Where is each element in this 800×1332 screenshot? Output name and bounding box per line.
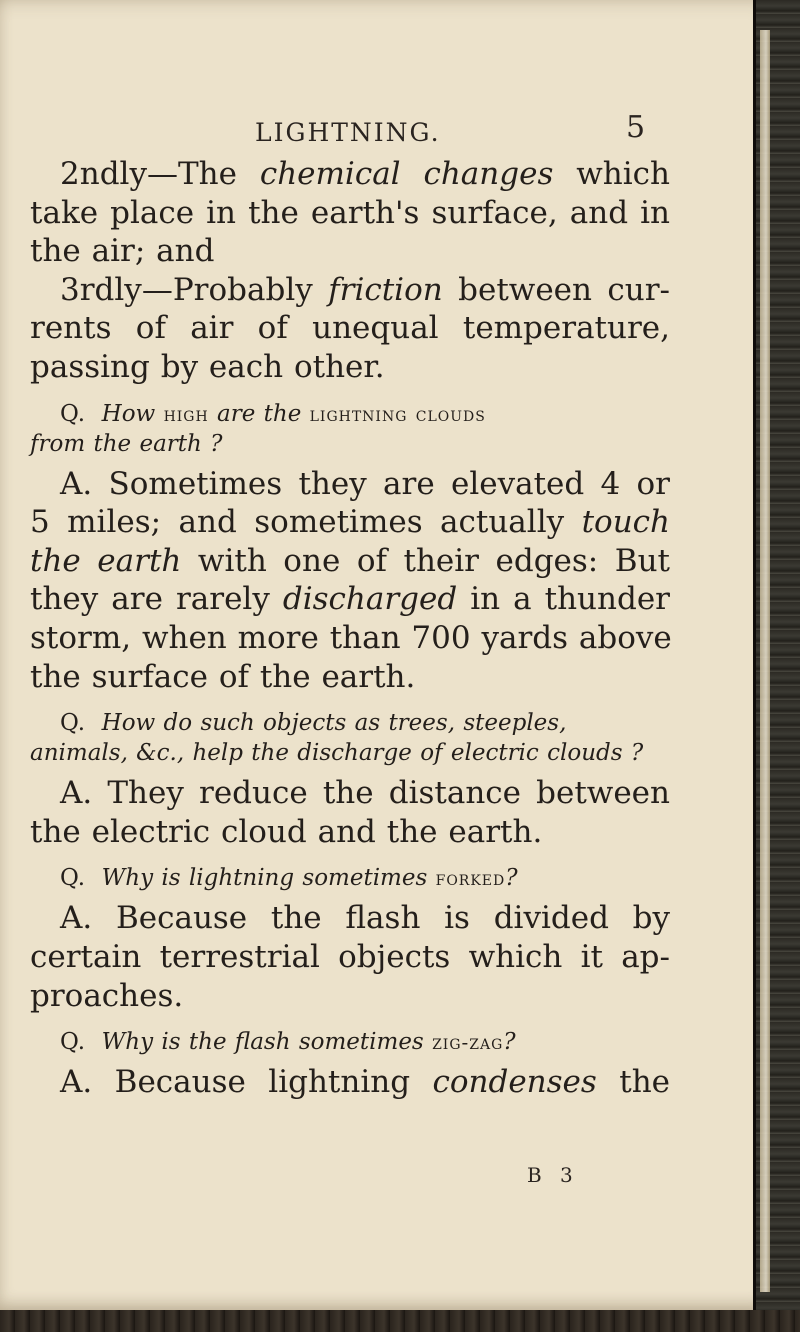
paragraph-line: 2ndly—The chemical changes which <box>60 156 670 192</box>
question-label: Q. <box>60 400 86 427</box>
answer-line: the surface of the earth. <box>30 658 416 695</box>
answer-line: A. They reduce the distance between <box>60 775 670 812</box>
signature-mark: B 3 <box>527 1163 579 1187</box>
page-edges <box>760 30 770 1292</box>
question-line: animals, &c., help the discharge of electric clouds ? <box>30 740 644 767</box>
paragraph-line: passing by each other. <box>30 348 385 385</box>
question-label: Q. <box>60 1029 86 1056</box>
answer-line: the earth with one of their edges: But <box>30 542 670 579</box>
question-label: Q. <box>60 865 86 892</box>
answer-line: A. Because lightning condenses the <box>60 1064 671 1101</box>
question-line: Q. How do such objects as trees, steeples, <box>60 710 567 737</box>
emphasis: friction <box>328 271 443 308</box>
book-bottom-edge <box>0 1310 800 1332</box>
question-line: Q. How high are the lightning clouds <box>60 400 486 427</box>
question-line: Q. Why is lightning sometimes forked? <box>60 865 518 892</box>
answer-line: proaches. <box>30 977 184 1014</box>
question-line: from the earth ? <box>30 430 223 457</box>
emphasis: chemical changes <box>259 156 554 192</box>
paragraph-line: the air; and <box>30 233 215 270</box>
question-line: Q. Why is the flash sometimes zig-zag? <box>60 1029 516 1056</box>
emphasis: discharged <box>282 581 458 618</box>
paragraph-line: rents of air of unequal temperature, <box>30 310 670 347</box>
book-binding <box>753 0 800 1332</box>
answer-line: storm, when more than 700 yards above <box>30 619 672 656</box>
paragraph-line: take place in the earth's surface, and in <box>30 194 670 231</box>
question-label: Q. <box>60 710 86 737</box>
page-number: 5 <box>626 110 646 145</box>
answer-line: 5 miles; and sometimes actually touch <box>30 504 670 541</box>
emphasis: the earth <box>30 542 182 579</box>
answer-line: A. Because the flash is divided by <box>60 900 670 937</box>
answer-line: A. Sometimes they are elevated 4 or <box>60 465 670 502</box>
answer-line: the electric cloud and the earth. <box>30 813 543 850</box>
emphasis: condenses <box>432 1064 597 1101</box>
paragraph-line: 3rdly—Probably friction between cur- <box>60 271 670 308</box>
answer-line: they are rarely discharged in a thunder <box>30 581 670 618</box>
page-body <box>30 155 670 1102</box>
answer-line: certain terrestrial objects which it ap- <box>30 938 670 975</box>
running-title: LIGHTNING. <box>255 118 441 147</box>
page-header <box>0 110 780 150</box>
emphasis: touch <box>581 504 670 541</box>
